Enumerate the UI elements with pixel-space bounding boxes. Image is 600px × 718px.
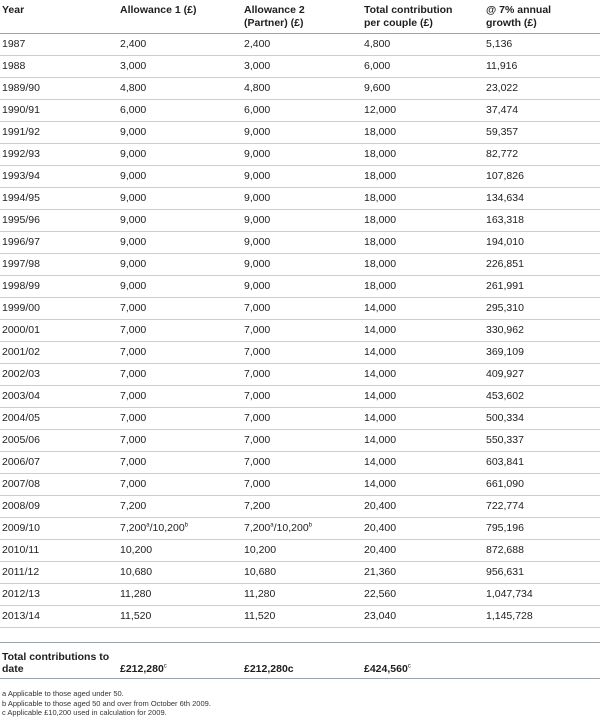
- table-row: [0, 166, 600, 188]
- allowance2-cell: 7,200: [242, 496, 362, 518]
- table-row: [0, 364, 600, 386]
- year-cell: 1990/91: [0, 100, 118, 122]
- allowance2-cell: 7,000: [242, 386, 362, 408]
- table-row: [0, 34, 600, 56]
- footnotes: [0, 689, 600, 718]
- table-row: [0, 562, 600, 584]
- allowance2-cell: 7,000: [242, 342, 362, 364]
- growth-cell: 795,196: [484, 518, 600, 540]
- year-cell: 1992/93: [0, 144, 118, 166]
- allowance1-cell: 7,000: [118, 408, 242, 430]
- total-contribution-cell: 14,000: [362, 408, 484, 430]
- allowance1-cell: 10,200: [118, 540, 242, 562]
- allowance2-cell: 10,200: [242, 540, 362, 562]
- total-contribution-cell: 20,400: [362, 518, 484, 540]
- year-cell: 2000/01: [0, 320, 118, 342]
- table-row: [0, 408, 600, 430]
- table-row: [0, 474, 600, 496]
- growth-cell: 956,631: [484, 562, 600, 584]
- growth-cell: 453,602: [484, 386, 600, 408]
- allowance1-cell: 2,400: [118, 34, 242, 56]
- footnote-a: a Applicable to those aged under 50.: [2, 689, 124, 698]
- year-cell: 1995/96: [0, 210, 118, 232]
- total-contribution-cell: 22,560: [362, 584, 484, 606]
- totals-label: Total contributions to date: [0, 643, 118, 679]
- allowance2-cell: 2,400: [242, 34, 362, 56]
- growth-header: @ 7% annual growth (£): [484, 0, 600, 34]
- year-cell: 1991/92: [0, 122, 118, 144]
- table-row: [0, 430, 600, 452]
- table-row: [0, 584, 600, 606]
- footnote-c: c Applicable £10,200 used in calculation for 2009.: [2, 708, 167, 717]
- total-contribution-cell: 12,000: [362, 100, 484, 122]
- year-cell: 2010/11: [0, 540, 118, 562]
- allowance1-cell: 7,000: [118, 364, 242, 386]
- total-contribution-cell: 14,000: [362, 298, 484, 320]
- allowance1-cell: 7,000: [118, 474, 242, 496]
- year-cell: 2013/14: [0, 606, 118, 628]
- totals-allowance1: £212,280$^c$: [118, 643, 242, 679]
- table-row: [0, 56, 600, 78]
- growth-cell: 369,109: [484, 342, 600, 364]
- total-contribution-cell: 23,040: [362, 606, 484, 628]
- table-row: [0, 232, 600, 254]
- table-row: [0, 540, 600, 562]
- table-row: [0, 452, 600, 474]
- total-contribution-cell: 18,000: [362, 232, 484, 254]
- table-row: [0, 254, 600, 276]
- allowance1-cell: 7,000: [118, 320, 242, 342]
- total-contribution-cell: 20,400: [362, 496, 484, 518]
- growth-cell: 500,334: [484, 408, 600, 430]
- allowance1-cell: 7,000: [118, 342, 242, 364]
- table-row: [0, 342, 600, 364]
- allowance2-cell: 7,000: [242, 364, 362, 386]
- growth-cell: 11,916: [484, 56, 600, 78]
- totals-row: [0, 643, 600, 679]
- allowance1-cell: 9,000: [118, 210, 242, 232]
- table-row: [0, 298, 600, 320]
- growth-cell: 134,634: [484, 188, 600, 210]
- growth-cell: 23,022: [484, 78, 600, 100]
- allowance1-cell: 9,000: [118, 232, 242, 254]
- allowance2-cell: 7,000: [242, 298, 362, 320]
- year-cell: 2009/10: [0, 518, 118, 540]
- growth-cell: 5,136: [484, 34, 600, 56]
- table-row: [0, 606, 600, 628]
- year-cell: 2002/03: [0, 364, 118, 386]
- allowance2-header: Allowance 2 (Partner) (£): [242, 0, 362, 34]
- allowance2-cell: 9,000: [242, 122, 362, 144]
- allowance2-cell: 9,000: [242, 232, 362, 254]
- total-contribution-cell: 18,000: [362, 166, 484, 188]
- allowance1-cell: 9,000: [118, 122, 242, 144]
- table-row: [0, 122, 600, 144]
- allowance2-cell: 4,800: [242, 78, 362, 100]
- growth-cell: 163,318: [484, 210, 600, 232]
- year-cell: 2005/06: [0, 430, 118, 452]
- allowance2-cell: 11,280: [242, 584, 362, 606]
- growth-cell: 59,357: [484, 122, 600, 144]
- total-contribution-cell: 14,000: [362, 474, 484, 496]
- year-cell: 1994/95: [0, 188, 118, 210]
- total-contribution-cell: 18,000: [362, 276, 484, 298]
- totals-contribution: £424,560$^c$: [362, 643, 484, 679]
- year-cell: 2008/09: [0, 496, 118, 518]
- year-cell: 1988: [0, 56, 118, 78]
- total-contribution-cell: 14,000: [362, 364, 484, 386]
- growth-cell: 330,962: [484, 320, 600, 342]
- year-cell: 1987: [0, 34, 118, 56]
- allowance1-cell: 10,680: [118, 562, 242, 584]
- table-row: [0, 188, 600, 210]
- allowance2-cell: 9,000: [242, 144, 362, 166]
- allowance2-cell: 9,000: [242, 210, 362, 232]
- growth-cell: 603,841: [484, 452, 600, 474]
- allowance2-cell: 10,680: [242, 562, 362, 584]
- allowance2-cell: 7,000: [242, 320, 362, 342]
- growth-cell: 1,047,734: [484, 584, 600, 606]
- year-cell: 2001/02: [0, 342, 118, 364]
- total-contribution-cell: 20,400: [362, 540, 484, 562]
- growth-cell: 37,474: [484, 100, 600, 122]
- year-cell: 1989/90: [0, 78, 118, 100]
- allowance1-cell: 11,520: [118, 606, 242, 628]
- total-contribution-cell: 18,000: [362, 254, 484, 276]
- allowance2-cell: 9,000: [242, 276, 362, 298]
- growth-cell: 82,772: [484, 144, 600, 166]
- growth-cell: 1,145,728: [484, 606, 600, 628]
- table-body: [0, 34, 600, 628]
- totals-allowance2: £212,280c: [242, 643, 362, 679]
- allowance1-cell: 11,280: [118, 584, 242, 606]
- total-contribution-cell: 18,000: [362, 144, 484, 166]
- total-contribution-cell: 14,000: [362, 452, 484, 474]
- table-row: [0, 496, 600, 518]
- total-contribution-cell: 14,000: [362, 320, 484, 342]
- total-contribution-cell: 14,000: [362, 386, 484, 408]
- allowance2-cell: 7,000: [242, 474, 362, 496]
- allowance1-cell: 9,000: [118, 188, 242, 210]
- table-row: [0, 386, 600, 408]
- total-contribution-cell: 21,360: [362, 562, 484, 584]
- allowance1-cell: 9,000: [118, 166, 242, 188]
- table-row: [0, 100, 600, 122]
- growth-cell: 550,337: [484, 430, 600, 452]
- allowance1-cell: 9,000: [118, 276, 242, 298]
- year-cell: 2007/08: [0, 474, 118, 496]
- allowance2-cell: 11,520: [242, 606, 362, 628]
- year-cell: 2004/05: [0, 408, 118, 430]
- total-contribution-header: Total contribution per couple (£): [362, 0, 484, 34]
- totals-growth: [484, 643, 600, 679]
- growth-cell: 295,310: [484, 298, 600, 320]
- year-cell: 2006/07: [0, 452, 118, 474]
- total-contribution-cell: 9,600: [362, 78, 484, 100]
- table-row: [0, 518, 600, 540]
- allowance1-cell: 7,000: [118, 298, 242, 320]
- growth-cell: 722,774: [484, 496, 600, 518]
- allowance2-cell: 7,000: [242, 408, 362, 430]
- allowance2-cell: 3,000: [242, 56, 362, 78]
- allowance1-cell: 7,000: [118, 430, 242, 452]
- header-row: [0, 0, 600, 34]
- allowance1-cell: 9,000: [118, 254, 242, 276]
- year-cell: 1993/94: [0, 166, 118, 188]
- total-contribution-cell: 6,000: [362, 56, 484, 78]
- allowance1-cell: 7,000: [118, 452, 242, 474]
- spacer-row: [0, 628, 600, 643]
- allowance2-cell: 6,000: [242, 100, 362, 122]
- allowance1-cell: 4,800: [118, 78, 242, 100]
- growth-cell: 226,851: [484, 254, 600, 276]
- allowance1-cell: 7,000: [118, 386, 242, 408]
- year-header: Year: [0, 0, 118, 34]
- table-row: [0, 210, 600, 232]
- year-cell: 1999/00: [0, 298, 118, 320]
- table-row: [0, 320, 600, 342]
- total-contribution-cell: 18,000: [362, 122, 484, 144]
- growth-cell: 872,688: [484, 540, 600, 562]
- footnote-b: b Applicable to those aged 50 and over from October 6th 2009.: [2, 698, 211, 708]
- year-cell: 2012/13: [0, 584, 118, 606]
- growth-cell: 107,826: [484, 166, 600, 188]
- growth-cell: 261,991: [484, 276, 600, 298]
- allowance1-cell: 7,200: [118, 496, 242, 518]
- allowance2-cell: 7,000: [242, 452, 362, 474]
- table-row: [0, 276, 600, 298]
- allowance2-cell: 7,000: [242, 430, 362, 452]
- allowance1-cell: 7,200$^a$/10,200$^b$: [118, 518, 242, 540]
- total-contribution-cell: 4,800: [362, 34, 484, 56]
- allowance1-header: Allowance 1 (£): [118, 0, 242, 34]
- allowance1-cell: 6,000: [118, 100, 242, 122]
- allowance2-cell: 9,000: [242, 254, 362, 276]
- total-contribution-cell: 14,000: [362, 342, 484, 364]
- year-cell: 2003/04: [0, 386, 118, 408]
- year-cell: 1997/98: [0, 254, 118, 276]
- year-cell: 1998/99: [0, 276, 118, 298]
- allowance2-cell: 9,000: [242, 188, 362, 210]
- allowance1-cell: 3,000: [118, 56, 242, 78]
- table-row: [0, 78, 600, 100]
- allowance2-cell: 9,000: [242, 166, 362, 188]
- growth-cell: 194,010: [484, 232, 600, 254]
- year-cell: 1996/97: [0, 232, 118, 254]
- growth-cell: 661,090: [484, 474, 600, 496]
- allowance2-cell: 7,200$^a$/10,200$^b$: [242, 518, 362, 540]
- table-row: [0, 144, 600, 166]
- total-contribution-cell: 18,000: [362, 210, 484, 232]
- total-contribution-cell: 14,000: [362, 430, 484, 452]
- year-cell: 2011/12: [0, 562, 118, 584]
- allowance1-cell: 9,000: [118, 144, 242, 166]
- growth-cell: 409,927: [484, 364, 600, 386]
- total-contribution-cell: 18,000: [362, 188, 484, 210]
